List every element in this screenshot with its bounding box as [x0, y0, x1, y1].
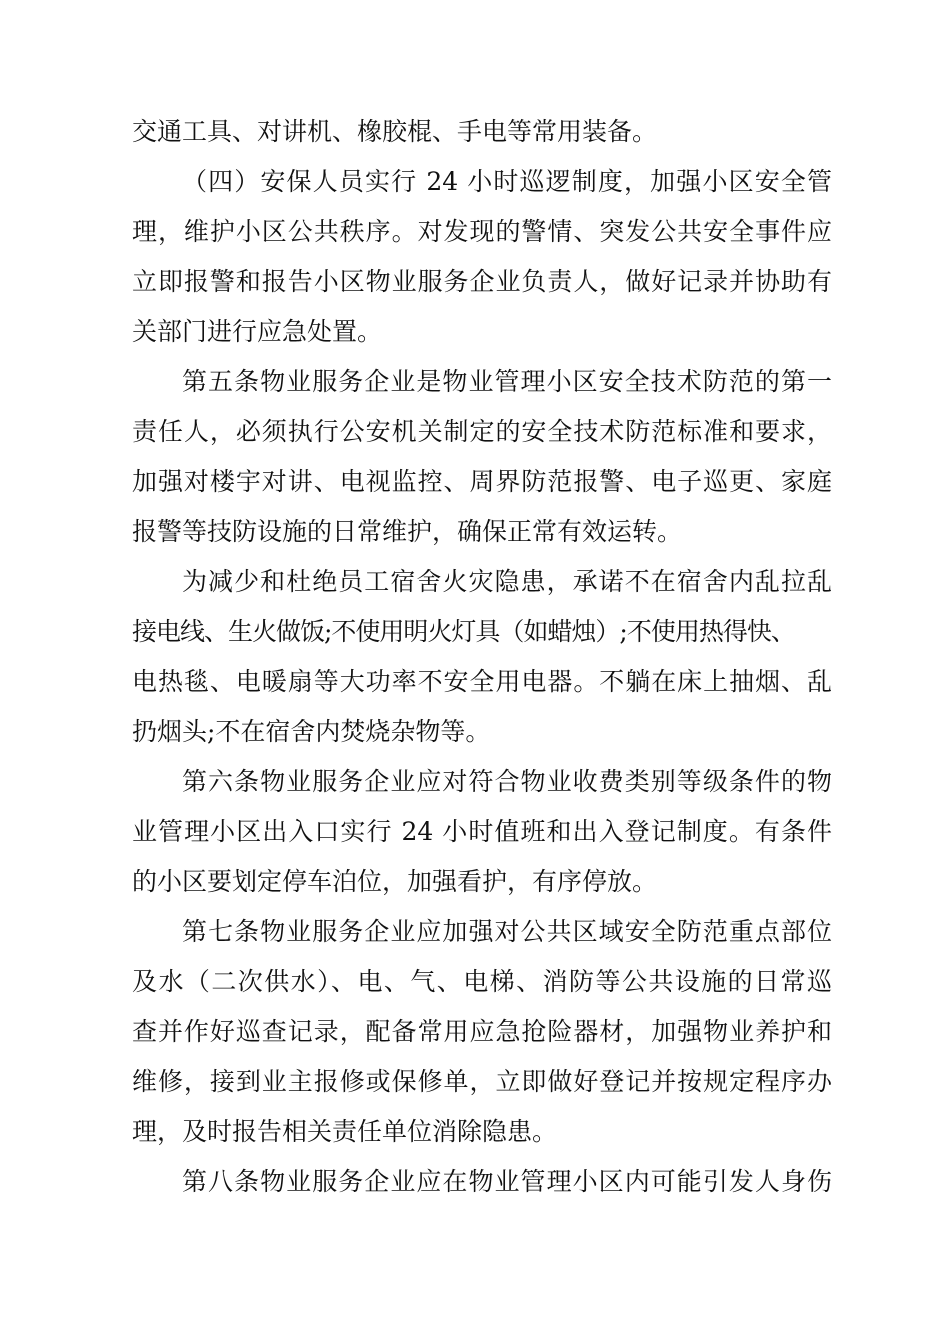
text-line: 关部门进行应急处置。	[132, 317, 383, 346]
text-line: 维修，接到业主报修或保修单，立即做好登记并按规定程序办	[132, 1067, 832, 1096]
text-line: 立即报警和报告小区物业服务企业负责人，做好记录并协助有	[132, 267, 832, 296]
paragraph-start-line: 第六条物业服务企业应对符合物业收费类别等级条件的物	[182, 767, 832, 796]
text-line: 加强对楼宇对讲、电视监控、周界防范报警、电子巡更、家庭	[132, 467, 832, 496]
text-line: 接电线、生火做饭;不使用明火灯具（如蜡烛）;不使用热得快、	[132, 617, 795, 646]
paragraph-start-line: 为减少和杜绝员工宿舍火灾隐患，承诺不在宿舍内乱拉乱	[182, 567, 832, 596]
text-line: 业管理小区出入口实行 24 小时值班和出入登记制度。有条件	[132, 817, 832, 846]
text-line: 查并作好巡查记录，配备常用应急抢险器材，加强物业养护和	[132, 1017, 832, 1046]
text-line: 及水（二次供水）、电、气、电梯、消防等公共设施的日常巡	[132, 967, 832, 996]
text-line: 责任人，必须执行公安机关制定的安全技术防范标准和要求，	[132, 417, 832, 446]
document-body	[132, 110, 832, 1210]
text-line: 理，及时报告相关责任单位消除隐患。	[132, 1117, 558, 1146]
text-line: 报警等技防设施的日常维护，确保正常有效运转。	[132, 517, 683, 546]
text-line: 交通工具、对讲机、橡胶棍、手电等常用装备。	[132, 117, 658, 146]
text-line: 扔烟头;不在宿舍内焚烧杂物等。	[132, 717, 491, 746]
paragraph-start-line: 第八条物业服务企业应在物业管理小区内可能引发人身伤	[182, 1167, 832, 1196]
text-line: 电热毯、电暖扇等大功率不安全用电器。不躺在床上抽烟、乱	[132, 667, 832, 696]
paragraph-start-line: 第七条物业服务企业应加强对公共区域安全防范重点部位	[182, 917, 832, 946]
paragraph-start-line: 第五条物业服务企业是物业管理小区安全技术防范的第一	[182, 367, 832, 396]
paragraph-start-line: （四）安保人员实行 24 小时巡逻制度，加强小区安全管	[182, 167, 832, 196]
text-line: 理，维护小区公共秩序。对发现的警情、突发公共安全事件应	[132, 217, 832, 246]
text-line: 的小区要划定停车泊位，加强看护，有序停放。	[132, 867, 658, 896]
